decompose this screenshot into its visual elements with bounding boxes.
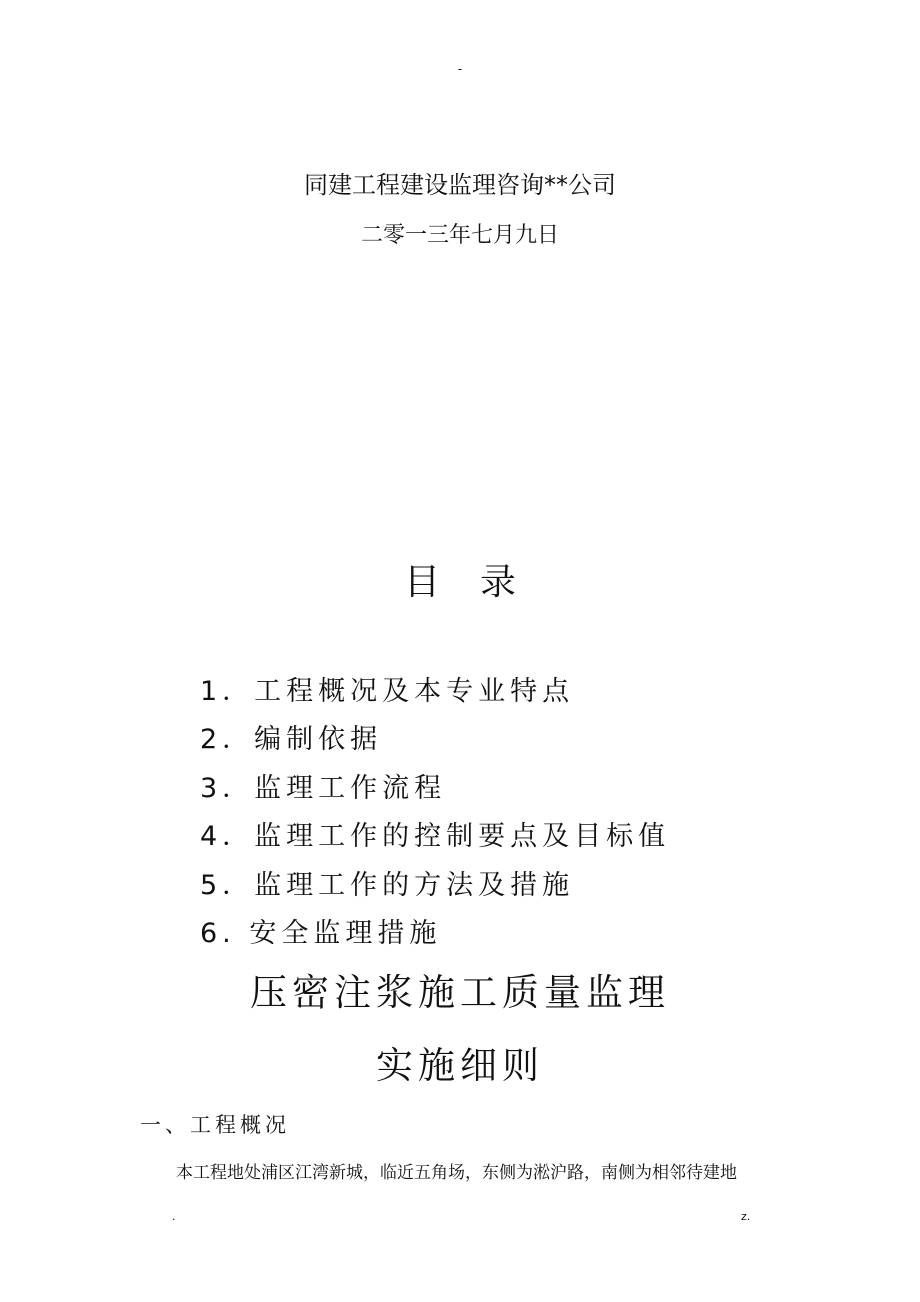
body-paragraph: 本工程地处浦区江湾新城，临近五角场，东侧为淞沪路，南侧为相邻待建地 xyxy=(176,1163,737,1183)
footer-left-mark: . xyxy=(172,1210,176,1223)
toc-item-1: 1．工程概况及本专业特点 xyxy=(200,676,575,707)
toc-item-2: 2．编制依据 xyxy=(200,724,383,756)
section-heading: 一、工程概况 xyxy=(140,1113,290,1137)
footer-right-mark: z. xyxy=(741,1210,751,1223)
toc-item-4: 4．监理工作的控制要点及目标值 xyxy=(200,821,671,853)
toc-item-3: 3．监理工作流程 xyxy=(200,772,447,804)
cover-date: 二零一三年七月九日 xyxy=(360,223,559,248)
company-name: 同建工程建设监理咨询**公司 xyxy=(304,171,616,199)
toc-item-5: 5．监理工作的方法及措施 xyxy=(200,869,575,901)
toc-title: 目录 xyxy=(403,562,556,603)
page-header-mark: - xyxy=(457,62,463,76)
document-title: 压密注浆施工质量监理 xyxy=(250,971,670,1014)
document-subtitle: 实施细则 xyxy=(376,1044,544,1087)
toc-item-6: 6. 安全监理措施 xyxy=(200,917,442,949)
toc-list xyxy=(200,672,670,962)
